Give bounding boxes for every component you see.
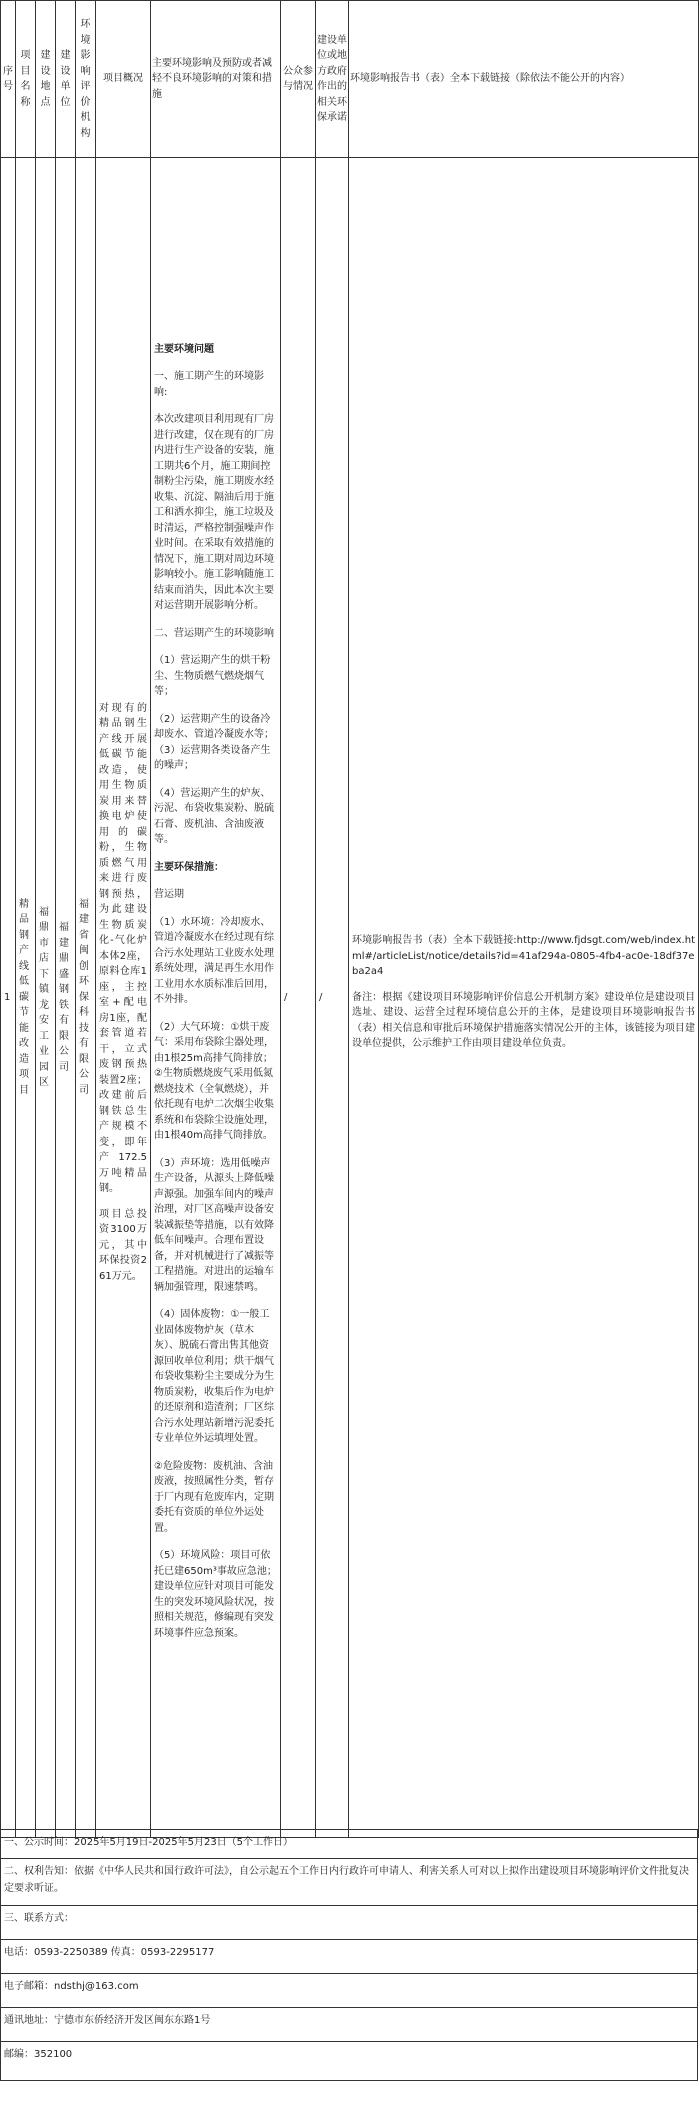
measures-subtitle: 营运期 [154, 889, 184, 901]
measure-water: （1）水环境：冷却废水、管道冷凝废水在经过现有综合污水处理站工业废水处理系统处理，满足再生水用作工业用水水质标准后回用，不外排。 [154, 916, 274, 1006]
notice-rights: 二、权利告知：依据《中华人民共和国行政许可法》，自公示起五个工作日内行政许可申请人、利害关系人可对以上拟作出建设项目环境影响评价文件批复决定要求听证。 [0, 1858, 698, 1906]
notice-email: 电子邮箱：ndsthj@163.com [0, 1973, 698, 2008]
measures-title: 主要环保措施： [154, 861, 224, 873]
table-header-row [1, 1, 699, 158]
cell-seq: 1 [1, 158, 16, 1838]
header-builder: 建设单位 [56, 1, 76, 158]
impacts-title: 主要环境问题 [154, 343, 214, 355]
measure-noise: （3）声环境：选用低噪声生产设备，从源头上降低噪声源强。加强车间内的噪声治理，对厂区高噪声设备安装减振垫等措施，以有效降低车间噪声。合理布置设备，并对机械进行了减振等工程措施。对进出的运输车辆加强管理，限速禁鸣。 [154, 1157, 274, 1293]
report-download-link[interactable]: 环境影响报告书（表）全本下载链接:http://www.fjdsgt.com/web/index.html#/articleList/notice/details?id=41af294a-0805-4fb4-ac0e-18df37eba2a4 [352, 935, 695, 978]
header-public: 公众参与情况 [281, 1, 316, 158]
notice-period: 一、公示时间：2025年5月19日-2025年5月23日（5个工作日） [0, 1829, 698, 1859]
header-eia-agency: 环境影响评价机构 [76, 1, 96, 158]
header-overview: 项目概况 [96, 1, 151, 158]
operation-item: （1）营运期产生的烘干粉尘、生物质燃气燃烧烟气等； [154, 655, 271, 698]
notice-contact-title: 三、联系方式： [0, 1905, 698, 1940]
cell-impacts [151, 158, 281, 1838]
cell-project-name: 精品钢产线低碳节能改造项目 [16, 158, 36, 1838]
construction-text: 本次改建项目利用现有厂房进行改建，仅在现有的厂房内进行生产设备的安装，施工期共6个月，施工期间控制粉尘污染，施工期废水经收集、沉淀、隔油后用于施工和洒水抑尘，施工垃圾及时清运，严格控制强噪声作业时间。在采取有效措施的情况下，施工期对周边环境影响较小。施工影响随施工结束而消失，因此本次主要对运营期开展影响分析。 [154, 414, 274, 612]
operation-heading: 二、营运期产生的环境影响 [154, 627, 274, 639]
cell-location: 福鼎市店下镇龙安工业园区 [36, 158, 56, 1838]
header-impacts: 主要环境影响及预防或者减轻不良环境影响的对策和措施 [151, 1, 281, 158]
measure-solid-waste: （4）固体废物：①一般工业固体废物炉灰（草木灰）、脱硫石膏出售其他资源回收单位利用；烘干烟气布袋收集粉尘主要成分为生物质炭粉，收集后作为电炉的还原剂和造渣剂；厂区综合污水处理站新增污泥委托专业单位外运填埋处置。 [154, 1309, 274, 1445]
header-report: 环境影响报告书（表）全本下载链接（除依法不能公开的内容） [349, 1, 699, 158]
measure-risk: （5）环境风险：项目可依托已建650m³事故应急池；建设单位应针对项目可能发生的突发环境风险状况，按照相关规范，修编现有突发环境事件应急预案。 [154, 1550, 277, 1639]
cell-eia-agency: 福建省闽创环保科技有限公司 [76, 158, 96, 1838]
header-commitment: 建设单位或地方政府作出的相关环保承诺 [316, 1, 349, 158]
cell-overview [96, 158, 151, 1838]
cell-builder: 福建鼎盛钢铁有限公司 [56, 158, 76, 1838]
cell-public: / [281, 158, 316, 1838]
construction-heading: 一、施工期产生的环境影响: [154, 371, 264, 398]
measure-hazardous-waste: ②危险废物：废机油、含油废液，按照属性分类，暂存于厂内现有危废库内，定期委托有资质的单位外运处置。 [154, 1460, 274, 1534]
overview-investment: 项目总投资3100万元，其中环保投资261万元。 [99, 1208, 147, 1282]
table-row [1, 158, 699, 1838]
cell-commitment: / [316, 158, 349, 1838]
overview-text: 对现有的精品钢生产线开展低碳节能改造，使用生物质炭用来替换电炉使用的碳粉，生物质燃气用来进行废钢预热，为此建设生物质炭化-气化炉本体2座，原料仓库1座，主控室+配电房1座，配套管道若干，立式废钢预热装置2座；改建前后钢铁总生产规模不变，即年产172.5万吨精品钢。 [99, 702, 147, 1195]
cell-report [349, 158, 699, 1838]
notice-address: 通讯地址：宁德市东侨经济开发区闽东东路1号 [0, 2007, 698, 2042]
report-remark: 备注：根据《建设项目环境影响评价信息公开机制方案》建设单位是建设项目选址、建设、运营全过程环境信息公开的主体，是建设项目环境影响报告书（表）相关信息和审批后环境保护措施落实情况公开的主体，该链接为项目建设单位提供，公示维护工作由项目建设单位负责。 [352, 991, 695, 1050]
header-location: 建设地点 [36, 1, 56, 158]
header-seq: 序号 [1, 1, 16, 158]
notice-postcode: 邮编：352100 [0, 2041, 698, 2081]
operation-item: （2）运营期产生的设备冷却废水、管道冷凝废水等；（3）运营期各类设备产生的噪声； [154, 713, 274, 772]
notice-phone: 电话：0593-2250389 传真：0593-2295177 [0, 1939, 698, 1974]
header-project-name: 项目名称 [16, 1, 36, 158]
operation-item: （4）营运期产生的炉灰、污泥、布袋收集炭粉、脱硫石膏、废机油、含油废液等。 [154, 787, 274, 846]
measure-air: （2）大气环境：①烘干废气：采用布袋除尘器处理，由1根25m高排气筒排放；②生物质燃烧废气采用低氮燃烧技术（全氧燃烧），并依托现有电炉二次烟尘收集系统和布袋除尘设施处理，由1根40m高排气筒排放。 [154, 1021, 274, 1142]
